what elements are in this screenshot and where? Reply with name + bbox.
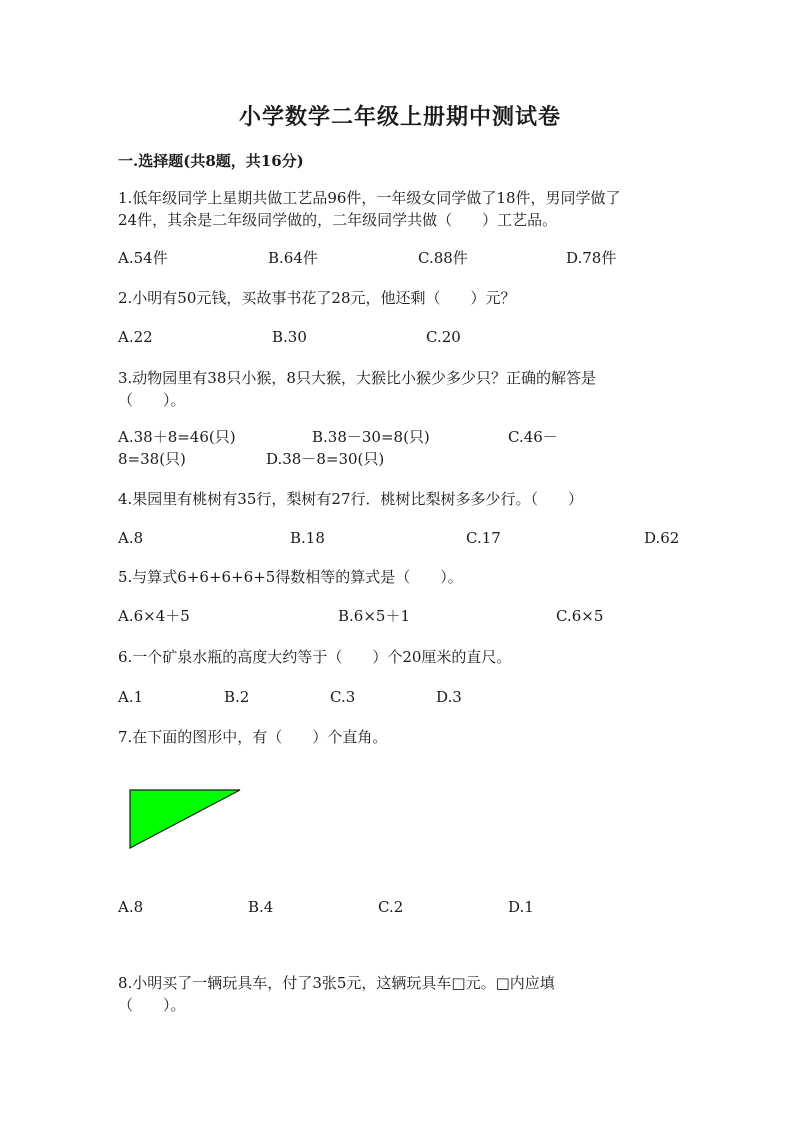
question-3-line-2: （ ）。 [118,391,186,409]
question-7-line-1: 7.在下面的图形中，有（ ）个直角。 [118,728,388,746]
question-7-triangle-figure [120,780,250,860]
question-1-line-2: 24件，其余是二年级同学做的，二年级同学共做（ ）工艺品。 [118,211,558,229]
question-6 [118,646,698,668]
question-5-option-c[interactable]: C.6×5 [556,607,604,625]
question-5-line-1: 5.与算式6+6+6+6+5得数相等的算式是（ ）。 [118,568,463,586]
question-3-option-c-continued[interactable]: 8=38(只) [118,450,186,468]
question-4-option-d[interactable]: D.62 [644,529,680,547]
right-triangle-shape [130,790,240,848]
question-2 [118,287,698,309]
question-6-option-d[interactable]: D.3 [436,688,462,706]
question-3-option-b[interactable]: B.38－30=8(只) [312,428,430,446]
question-4 [118,488,698,510]
question-4-option-a[interactable]: A.8 [118,529,144,547]
question-1-line-1: 1.低年级同学上星期共做工艺品96件，一年级女同学做了18件，男同学做了 [118,189,621,207]
question-4-option-c[interactable]: C.17 [466,529,501,547]
question-6-line-1: 6.一个矿泉水瓶的高度大约等于（ ）个20厘米的直尺。 [118,648,512,666]
question-2-option-c[interactable]: C.20 [426,328,461,346]
question-6-option-c[interactable]: C.3 [330,688,356,706]
question-1 [118,187,698,231]
question-8-line-2: （ ）。 [118,996,186,1014]
question-3-line-1: 3.动物园里有38只小猴，8只大猴，大猴比小猴少多少只？正确的解答是 [118,369,596,387]
question-1-option-b[interactable]: B.64件 [268,249,318,267]
question-5 [118,566,698,588]
question-3-option-a[interactable]: A.38＋8=46(只) [118,428,236,446]
question-7 [118,726,698,748]
question-7-option-b[interactable]: B.4 [248,898,274,916]
question-2-option-a[interactable]: A.22 [118,328,153,346]
question-4-line-1: 4.果园里有桃树有35行，梨树有27行．桃树比梨树多多少行。（ ） [118,490,583,508]
question-1-option-c[interactable]: C.88件 [418,249,468,267]
question-1-option-d[interactable]: D.78件 [566,249,617,267]
question-5-option-b[interactable]: B.6×5＋1 [338,607,410,625]
question-8 [118,972,698,1016]
page-title: 小学数学二年级上册期中测试卷 [238,104,561,130]
question-5-option-a[interactable]: A.6×4＋5 [118,607,190,625]
question-7-option-d[interactable]: D.1 [508,898,534,916]
question-3 [118,367,698,411]
question-2-line-1: 2.小明有50元钱，买故事书花了28元，他还剩（ ）元？ [118,289,516,307]
question-1-option-a[interactable]: A.54件 [118,249,168,267]
question-7-option-c[interactable]: C.2 [378,898,404,916]
question-3-option-c[interactable]: C.46－ [508,428,558,446]
question-8-line-1: 8.小明买了一辆玩具车，付了3张5元，这辆玩具车□元。□内应填 [118,974,555,992]
question-6-option-b[interactable]: B.2 [224,688,250,706]
question-2-option-b[interactable]: B.30 [272,328,307,346]
question-3-option-d[interactable]: D.38－8=30(只) [266,450,385,468]
section-heading: 一.选择题(共8题，共16分) [118,152,304,170]
question-4-option-b[interactable]: B.18 [290,529,325,547]
question-7-option-a[interactable]: A.8 [118,898,144,916]
question-6-option-a[interactable]: A.1 [118,688,144,706]
